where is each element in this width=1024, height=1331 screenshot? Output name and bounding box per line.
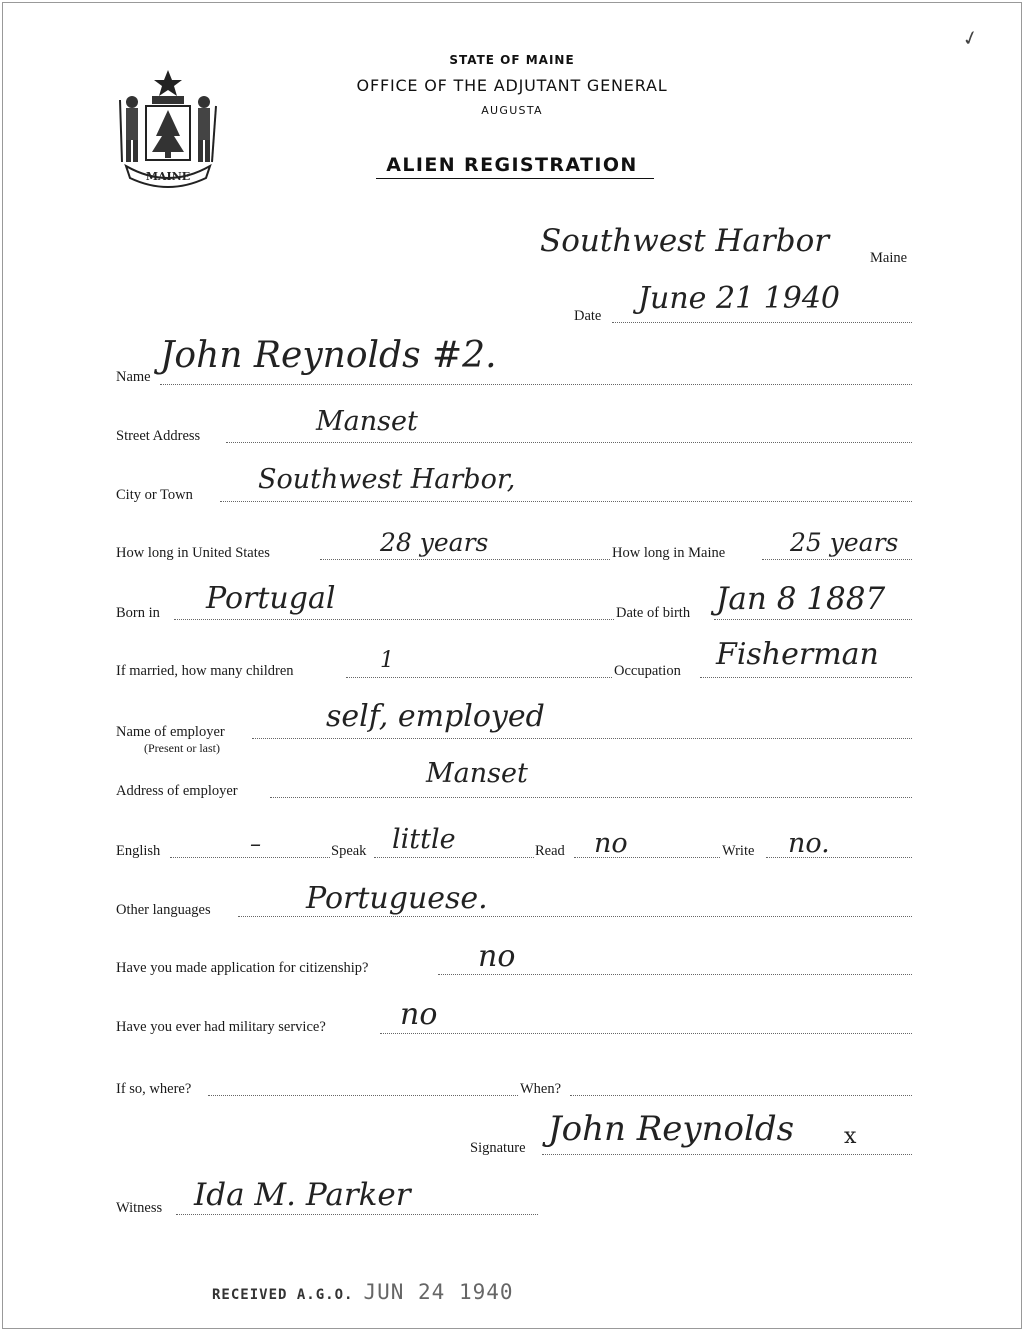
years-maine-value: 25 years [790, 528, 899, 557]
name-label: Name [116, 369, 151, 385]
employer-address-label: Address of employer [116, 783, 238, 799]
header-office: OFFICE OF THE ADJUTANT GENERAL [356, 76, 668, 95]
dob-label: Date of birth [616, 605, 691, 621]
years-us-value: 28 years [380, 528, 489, 557]
other-languages-label: Other languages [116, 902, 211, 918]
city-value: Southwest Harbor, [258, 464, 516, 495]
citizenship-label: Have you made application for citizenship? [116, 960, 369, 976]
speak-value: little [392, 824, 456, 855]
city-label: City or Town [116, 487, 193, 503]
write-label: Write [722, 843, 755, 859]
signature-label: Signature [470, 1140, 526, 1156]
children-value: 1 [380, 648, 394, 673]
street-label: Street Address [116, 428, 201, 444]
title-underline [376, 178, 654, 179]
place-value: Southwest Harbor [540, 223, 830, 259]
header-state: STATE OF MAINE [449, 53, 575, 67]
occupation-value: Fisherman [716, 637, 879, 672]
seal-text: MAINE [145, 170, 191, 183]
date-label: Date [574, 308, 602, 324]
read-label: Read [535, 843, 565, 859]
signature-value: John Reynolds [548, 1109, 795, 1149]
when-label: When? [520, 1081, 562, 1097]
signature-mark: x [844, 1124, 857, 1149]
form-title: ALIEN REGISTRATION [386, 154, 638, 176]
employer-label: Name of employer [116, 724, 225, 740]
years-maine-label: How long in Maine [612, 545, 726, 561]
stamp-prefix: RECEIVED A.G.O. [212, 1287, 354, 1303]
years-us-label: How long in United States [116, 545, 270, 561]
place-label: Maine [870, 250, 908, 266]
read-value: no [594, 828, 628, 859]
employer-value: self, employed [326, 699, 545, 734]
born-in-label: Born in [116, 605, 160, 621]
speak-label: Speak [331, 843, 367, 859]
write-value: no. [788, 828, 830, 859]
occupation-label: Occupation [614, 663, 681, 679]
check-mark: ✓ [959, 24, 982, 52]
where-label: If so, where? [116, 1081, 192, 1097]
employer-address-value: Manset [426, 758, 528, 789]
born-in-value: Portugal [206, 581, 336, 616]
employer-sublabel: (Present or last) [144, 741, 220, 755]
street-value: Manset [316, 406, 418, 437]
children-label: If married, how many children [116, 663, 294, 679]
citizenship-value: no [478, 939, 516, 974]
english-value: – [250, 832, 261, 857]
military-value: no [400, 997, 438, 1032]
other-languages-value: Portuguese. [306, 881, 488, 916]
received-stamp [212, 1280, 514, 1304]
witness-label: Witness [116, 1200, 163, 1216]
date-value: June 21 1940 [638, 281, 841, 316]
dob-value: Jan 8 1887 [716, 581, 886, 617]
military-label: Have you ever had military service? [116, 1019, 326, 1035]
header-city: AUGUSTA [481, 104, 543, 117]
witness-value: Ida M. Parker [194, 1177, 411, 1213]
name-value: John Reynolds #2. [160, 335, 497, 376]
stamp-date: JUN 24 1940 [363, 1280, 514, 1304]
english-label: English [116, 843, 161, 859]
